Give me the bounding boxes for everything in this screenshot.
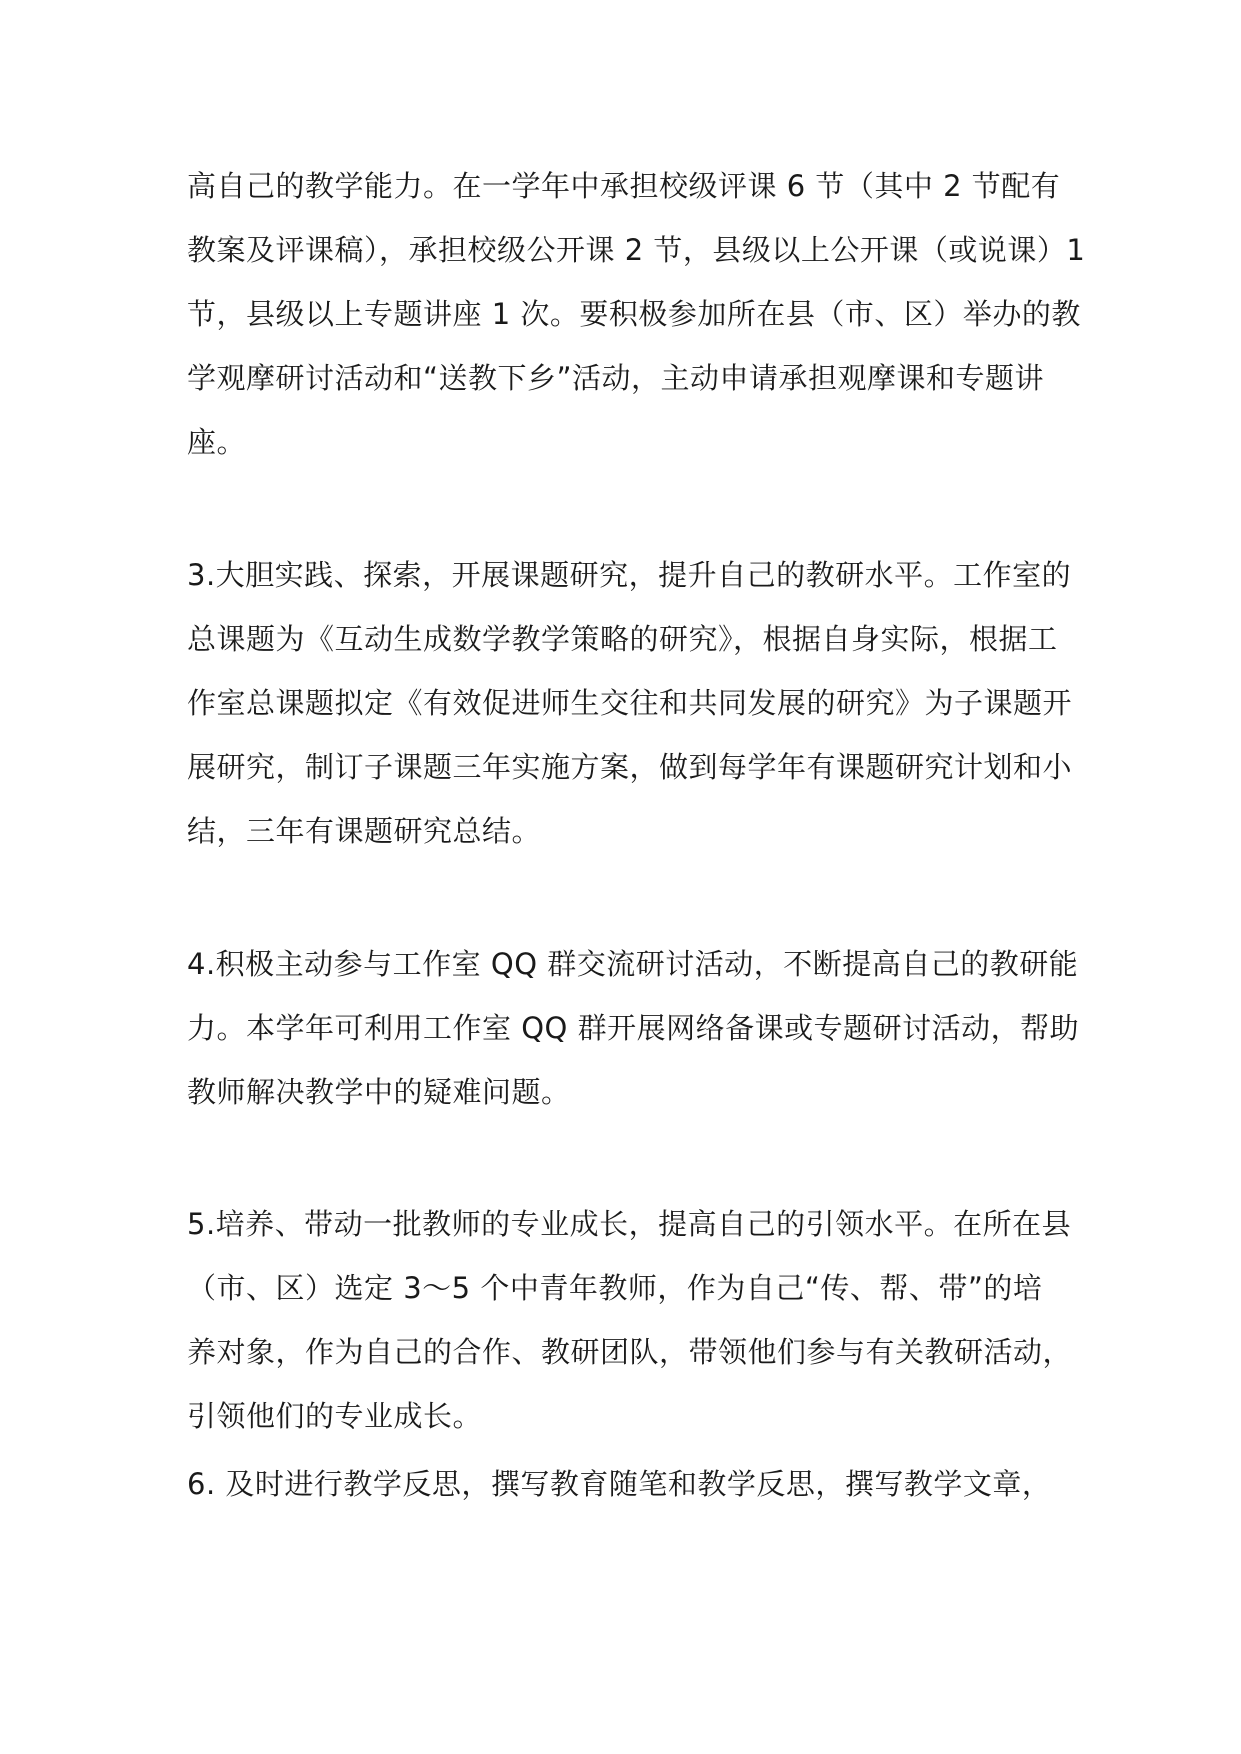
text-line: 教案及评课稿），承担校级公开课 2 节，县级以上公开课（或说课）1 [187,233,1086,267]
text-line: 力。本学年可利用工作室 QQ 群开展网络备课或专题研讨活动，帮助 [187,1011,1080,1045]
paragraph-continuation [187,154,1086,474]
text-line: 4.积极主动参与工作室 QQ 群交流研讨活动，不断提高自己的教研能 [187,947,1079,981]
text-line: 养对象，作为自己的合作、教研团队，带领他们参与有关教研活动， [187,1335,1073,1369]
text-line: （市、区）选定 3～5 个中青年教师，作为自己“传、帮、带”的培 [187,1271,1043,1305]
paragraph-item-4 [187,932,1080,1124]
text-line: 6. 及时进行教学反思，撰写教育随笔和教学反思，撰写教学文章， [187,1467,1052,1501]
paragraph-item-6 [187,1452,1067,1516]
text-line: 展研究，制订子课题三年实施方案，做到每学年有课题研究计划和小 [187,750,1073,784]
text-line: 高自己的教学能力。在一学年中承担校级评课 6 节（其中 2 节配有 [187,169,1061,203]
text-line: 总课题为《互动生成数学教学策略的研究》，根据自身实际，根据工 [187,622,1058,656]
text-line: 座。 [187,425,247,459]
text-line: 学观摩研讨活动和“送教下乡”活动，主动申请承担观摩课和专题讲 [187,361,1045,395]
text-line: 3.大胆实践、探索，开展课题研究，提升自己的教研水平。工作室的 [187,558,1072,592]
text-line: 结，三年有课题研究总结。 [187,814,542,848]
paragraph-item-5 [187,1192,1073,1448]
text-line: 作室总课题拟定《有效促进师生交往和共同发展的研究》为子课题开 [187,686,1073,720]
paragraph-item-3 [187,543,1073,863]
text-line: 教师解决教学中的疑难问题。 [187,1075,571,1109]
text-line: 5.培养、带动一批教师的专业成长，提高自己的引领水平。在所在县 [187,1207,1072,1241]
text-line: 节，县级以上专题讲座 1 次。要积极参加所在县（市、区）举办的教 [187,297,1081,331]
text-line: 引领他们的专业成长。 [187,1399,483,1433]
